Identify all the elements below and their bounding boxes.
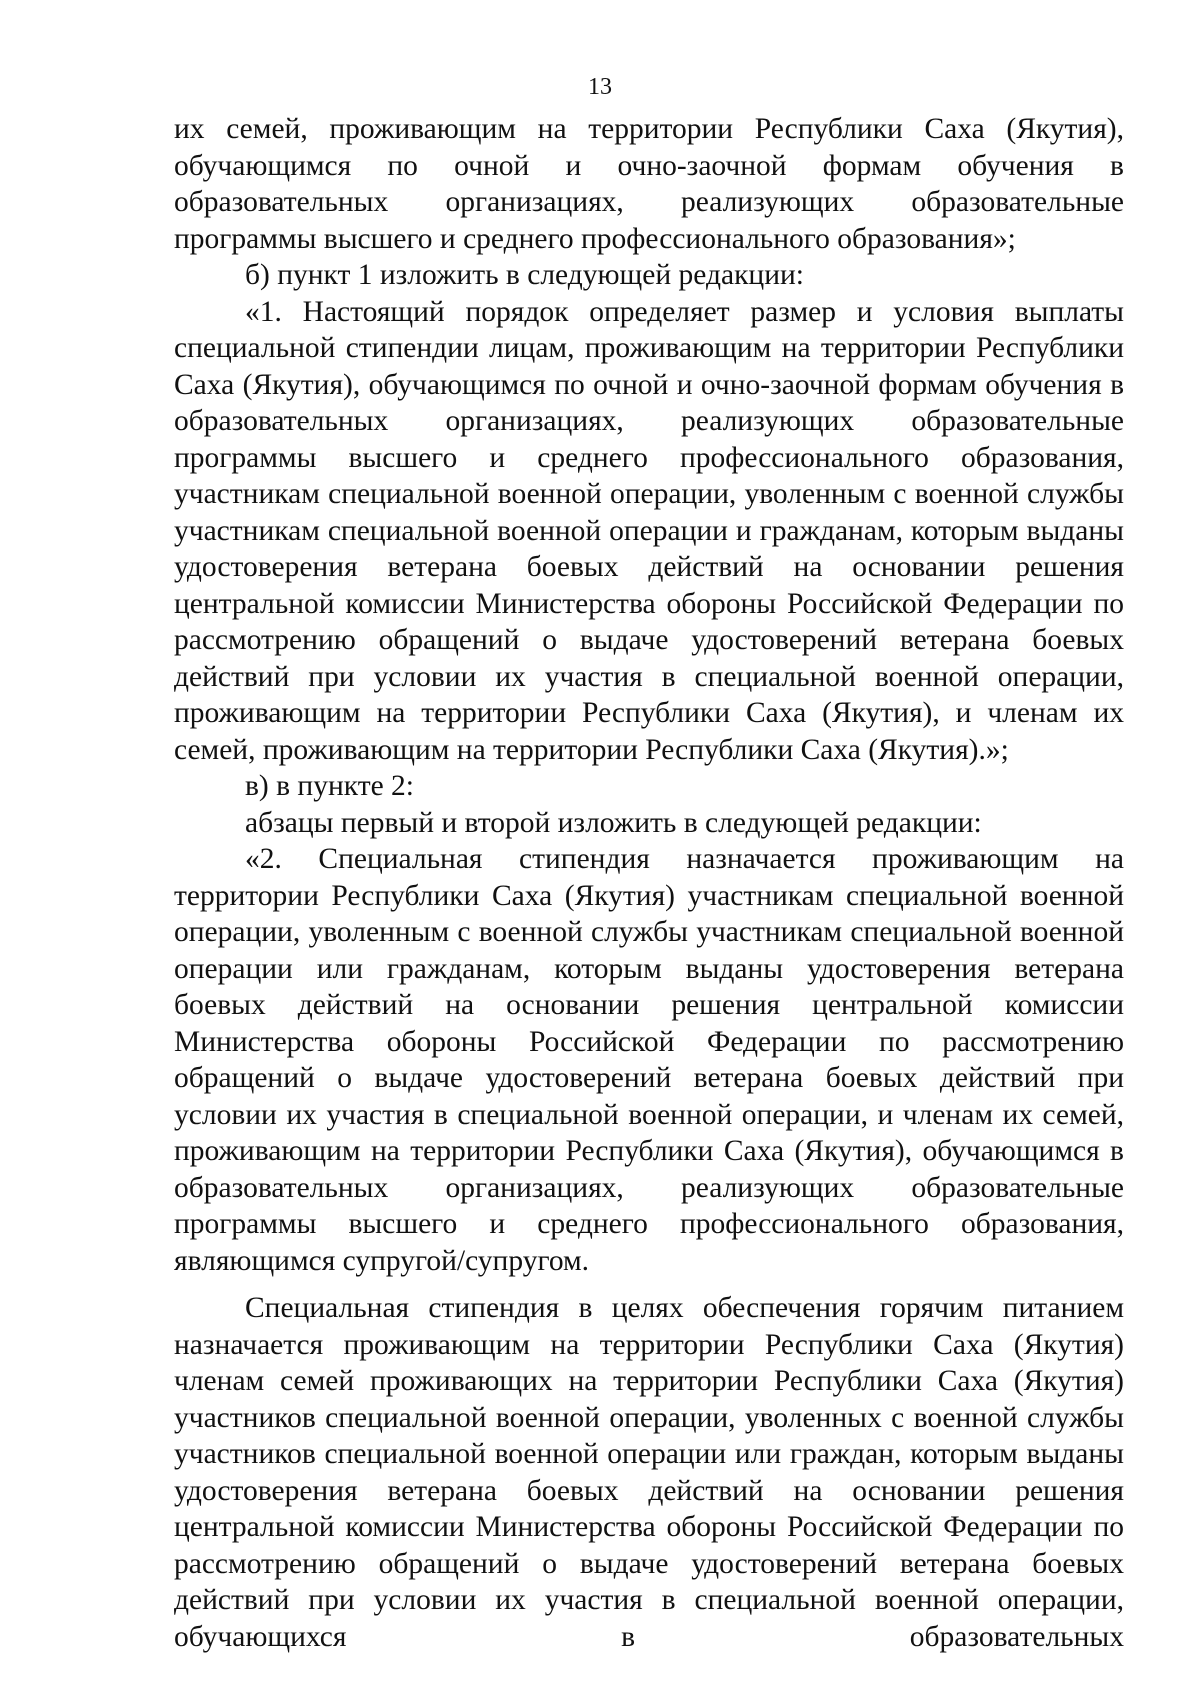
paragraph-hot-meals: Специальная стипендия в целях обеспечения горячим питанием назначается проживающим на территории Республики Саха (Якутия) членам семей проживающих на территории Республики Саха (Якутия) участников специальной военной операции, уволенных с военной службы участников специальной военной операции или граждан, которым выданы удостоверения ветерана боевых действий на основании решения центральной комиссии Министерства обороны Российской Федерации по рассмотрению обращений о выдаче удостоверений ветерана боевых действий при условии их участия в специальной военной операции, обучающихся в образовательных xyxy=(174,1292,1124,1653)
page-number: 13 xyxy=(588,74,612,100)
document-body xyxy=(174,111,1124,1655)
paragraph-abzacy: абзацы первый и второй изложить в следующей редакции: xyxy=(245,806,982,839)
paragraph-item-b: б) пункт 1 изложить в следующей редакции: xyxy=(245,259,804,291)
paragraph-continuation: их семей, проживающим на территории Республики Саха (Якутия), обучающимся по очной и очно-заочной формам обучения в образовательных организациях, реализующих образовательные программы высшего и среднего профессионального образования»; xyxy=(174,113,1124,255)
paragraph-item-v: в) в пункте 2: xyxy=(245,770,415,802)
paragraph-point-1: «1. Настоящий порядок определяет размер и условия выплаты специальной стипендии лицам, проживающим на территории Республики Саха (Якутия), обучающимся по очной и очно-заочной формам обучения в образовательных организациях, реализующих образовательные программы высшего и среднего профессионального образования, участникам специальной военной операции, уволенным с военной службы участникам специальной военной операции и гражданам, которым выданы удостоверения ветерана боевых действий на основании решения центральной комиссии Министерства обороны Российской Федерации по рассмотрению обращений о выдаче удостоверений ветерана боевых действий при условии их участия в специальной военной операции, проживающим на территории Республики Саха (Якутия), и членам их семей, проживающим на территории Республики Саха (Якутия).»; xyxy=(174,295,1124,766)
paragraph-point-2: «2. Специальная стипендия назначается проживающим на территории Республики Саха (Якутия) участникам специальной военной операции, уволенным с военной службы участникам специальной военной операции или гражданам, которым выданы удостоверения ветерана боевых действий на основании решения центральной комиссии Министерства обороны Российской Федерации по рассмотрению обращений о выдаче удостоверений ветерана боевых действий при условии их участия в специальной военной операции, и членам их семей, проживающим на территории Республики Саха (Якутия), обучающимся в образовательных организациях, реализующих образовательные программы высшего и среднего профессионального образования, являющимся супругой/супругом. xyxy=(174,843,1124,1277)
